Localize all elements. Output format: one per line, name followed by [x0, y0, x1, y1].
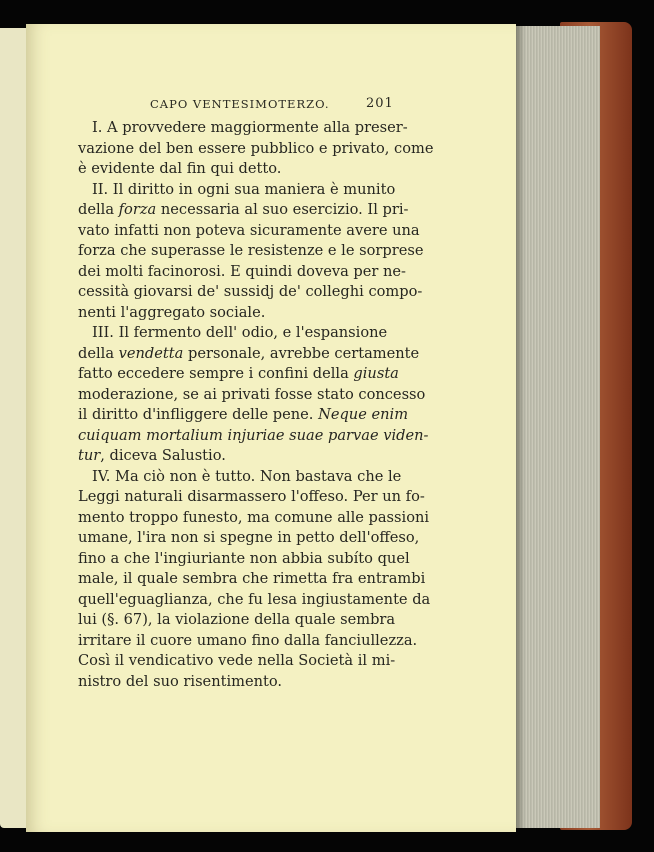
- text-line: [78, 651, 396, 672]
- text-line: [78, 303, 385, 324]
- text-line: [78, 364, 399, 385]
- facing-page-edge: [0, 28, 26, 828]
- paragraph: [78, 180, 424, 324]
- page-edges-shadow: [515, 26, 525, 828]
- text-line: [78, 610, 396, 631]
- text-segment: della: [78, 201, 119, 218]
- italic-text: forza: [118, 201, 157, 218]
- text-segment: nistro del suo risentimento.: [78, 672, 283, 690]
- text-line: [78, 528, 420, 549]
- text-segment: umane, l'ira non si spegne in petto dell'offeso,: [78, 529, 420, 546]
- body-text: [78, 118, 434, 692]
- text-line: [78, 385, 426, 406]
- text-segment: male, il quale sembra che rimetta fra entrambi: [78, 570, 426, 587]
- text-line: [78, 282, 423, 303]
- text-segment: il diritto d'infliggere delle pene.: [78, 406, 319, 423]
- text-segment: della: [78, 344, 119, 362]
- text-segment: forza che superasse le resistenze e le sorprese: [78, 242, 424, 259]
- text-segment: vato infatti non poteva sicuramente avere una: [78, 221, 420, 239]
- text-line: [78, 590, 431, 611]
- text-segment: necessaria al suo esercizio. Il pri-: [156, 201, 409, 218]
- text-segment: nenti l'aggregato sociale.: [78, 303, 266, 321]
- page-number: 201: [366, 96, 394, 111]
- text-line: [78, 159, 385, 180]
- text-segment: Così il vendicativo vede nella Società il mi-: [78, 652, 396, 669]
- text-line: [78, 262, 406, 283]
- text-line: [78, 549, 410, 570]
- text-segment: fatto eccedere sempre i confini della: [78, 365, 354, 382]
- text-segment: moderazione, se ai privati fosse stato concesso: [78, 385, 426, 403]
- paragraph: [78, 467, 431, 693]
- text-line: [78, 631, 418, 652]
- text-line: [78, 241, 424, 262]
- text-segment: mento troppo funesto, ma comune alle passioni: [78, 508, 430, 526]
- text-segment: dei molti facinorosi. E quindi doveva per ne-: [78, 262, 406, 280]
- text-line: [78, 405, 409, 426]
- text-line: [78, 446, 385, 467]
- text-segment: cessità giovarsi de' sussidj de' colleghi compo-: [78, 283, 423, 300]
- text-line: [78, 672, 385, 693]
- text-segment: IV. Ma ciò non è tutto. Non bastava che le: [92, 467, 402, 485]
- text-line: [78, 569, 426, 590]
- text-line: [78, 200, 409, 221]
- text-line: [78, 426, 429, 447]
- text-line: [78, 344, 420, 365]
- paragraph: [78, 118, 434, 180]
- italic-text: giusta: [353, 365, 399, 382]
- text-segment: Leggi naturali disarmassero l'offeso. Per un fo-: [78, 488, 425, 505]
- text-segment: III. Il fermento dell' odio, e l'espansione: [92, 324, 388, 341]
- text-segment: fino a che l'ingiuriante non abbia subíto quel: [78, 549, 410, 567]
- italic-text: Neque enim: [318, 406, 409, 423]
- italic-text: cuiquam mortalium injuriae suae parvae viden-: [78, 426, 429, 444]
- text-segment: lui (§. 67), la violazione della quale sembra: [78, 611, 396, 628]
- text-segment: , diceva Salustio.: [100, 447, 226, 464]
- text-line: [78, 487, 425, 508]
- text-segment: irritare il cuore umano fino dalla fanciullezza.: [78, 631, 418, 649]
- text-line: [78, 221, 420, 242]
- running-title: CAPO VENTESIMOTERZO.: [150, 97, 330, 111]
- text-line: [78, 118, 408, 139]
- italic-text: vendetta: [118, 344, 184, 362]
- paragraph: [78, 323, 429, 467]
- text-segment: quell'eguaglianza, che fu lesa ingiustamente da: [78, 590, 431, 608]
- italic-text: tur: [78, 447, 101, 464]
- text-line: [78, 467, 402, 488]
- page-edges: [515, 26, 600, 828]
- text-segment: è evidente dal fin qui detto.: [78, 160, 282, 177]
- text-segment: personale, avrebbe certamente: [183, 344, 420, 362]
- text-line: [78, 139, 434, 160]
- text-segment: vazione del ben essere pubblico e privato, come: [78, 139, 434, 157]
- text-line: [78, 180, 396, 201]
- text-line: [78, 508, 430, 529]
- text-segment: II. Il diritto in ogni sua maniera è munito: [92, 180, 396, 198]
- text-segment: I. A provvedere maggiormente alla preser-: [92, 119, 408, 136]
- text-line: [78, 323, 388, 344]
